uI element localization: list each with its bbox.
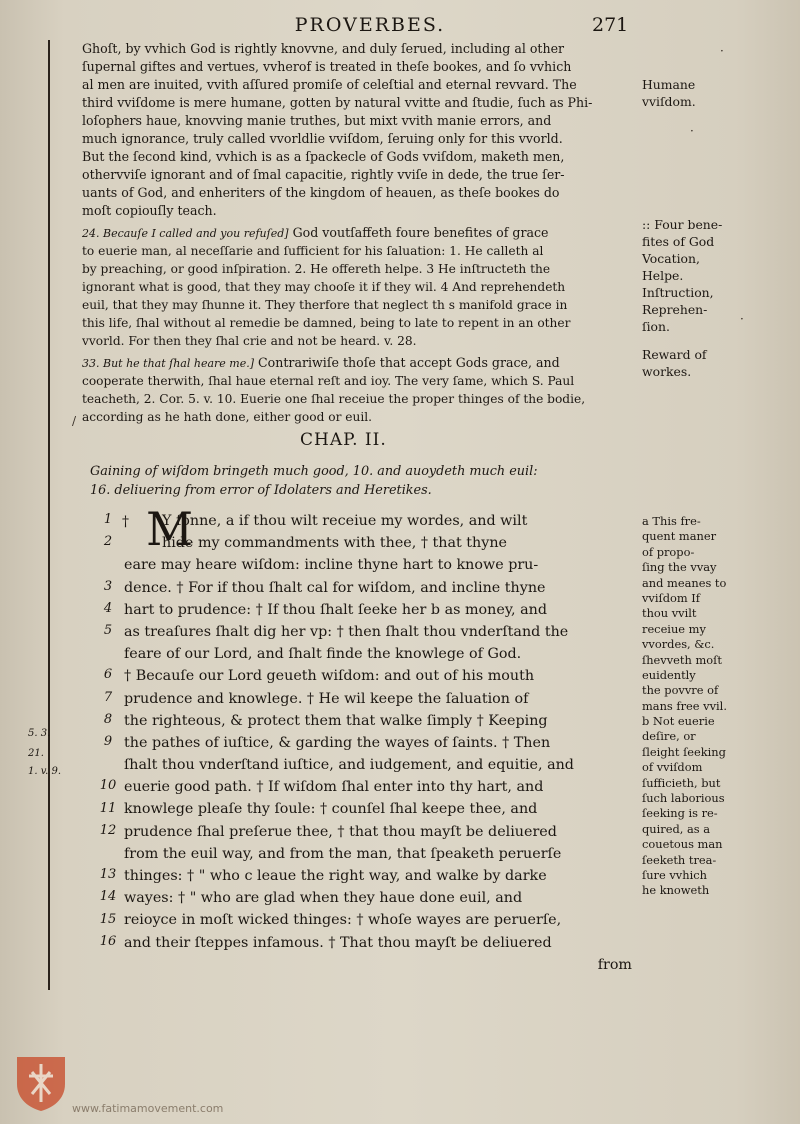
left-reference: 21. [28,748,44,759]
summary-line: Gaining of wiſdom bringeth much good, 10. and auoydeth much euil: [90,464,538,479]
margin-note-line: ſeeking is re- [642,806,718,821]
verse-text [124,510,632,976]
chapter-summary [90,462,630,500]
margin-line: Inſtruction, [642,285,714,300]
note-24-line: God voutſaffeth foure benefites of grace [292,225,549,240]
margin-note-line: vvordes, &c. [642,637,715,652]
note-33-first-line [82,354,634,372]
margin-note-line: deſire, or [642,729,696,744]
stray-mark: · [720,44,724,58]
verse-line: wayes: † " who are glad when they haue done euil, and [124,890,523,907]
verse-line: dence. † For if thou ſhalt cal for wiſdom, and incline thyne [124,579,546,596]
note-33-lemma: 33. But he that ſhal heare me.] [82,357,255,370]
margin-line: Reprehen- [642,302,708,317]
text-line: according as he hath done, either good or euil. [82,410,373,424]
margin-line: fites of God [642,234,715,249]
margin-note-line: ſleight ſeeking [642,744,726,759]
verse-line: from the euil way, and from the man, that ſpeaketh peruerſe [124,845,562,862]
commentary-block [82,40,634,426]
margin-line: workes. [642,364,692,379]
margin-note-line: ſufficieth, but [642,775,721,790]
verse-line: eare may heare wiſdom: incline thyne hart to knowe pru- [124,557,539,574]
summary-line: 16. deliuering from error of Idolaters and Heretikes. [90,483,432,498]
verse-line: feare of our Lord, and ſhalt finde the knowlege of God. [124,646,522,663]
stray-mark: / [72,414,77,428]
text-line: uants of God, and enheriters of the kingdom of heauen, as theſe bookes do [82,185,560,200]
verse-number: 12 [99,822,117,838]
verse-line: reioyce in moſt wicked thinges: † whoſe wayes are peruerſe, [124,912,562,929]
margin-note-line: thou vvilt [642,606,697,621]
margin-note-line: euidently [642,667,696,682]
verse-number: 8 [103,711,113,727]
margin-note-line: vviſdom If [642,590,701,605]
margin-line: ſion. [642,319,670,334]
text-line: this life, ſhal without al remedie be damned, being to late to repent in an other [82,316,571,330]
text-line: But the ſecond kind, vvhich is as a ſpackecle of Gods vviſdom, maketh men, [82,149,565,164]
verse-number: 14 [99,889,117,905]
verse-line: † Becauſe our Lord geueth wiſdom: and out of his mouth [124,668,535,685]
margin-note-line: ſuch laborious [642,791,725,806]
verse-number: 7 [103,689,113,705]
verse-line: from [597,956,632,973]
shield-logo-icon [14,1054,68,1112]
verse-line: ſhalt thou vnderſtand iuſtice, and iudgement, and equitie, and [124,757,574,774]
left-margin-rule [48,40,50,990]
commentary-lines [82,40,634,220]
verse-number: 15 [99,911,117,927]
verse-number: 9 [103,734,113,749]
text-line: vvorld. For then they ſhal crie and not be heard. v. 28. [82,334,417,348]
verse-line: prudence and knowlege. † He wil keepe the ſaluation of [124,690,529,707]
verse-line: euerie good path. † If wiſdom ſhal enter into thy hart, and [124,779,544,796]
left-reference: 1. v. 9. [28,766,62,777]
margin-note-line: a This fre- [642,514,701,528]
stray-mark: · [740,312,744,326]
margin-note-line: and meanes to [642,575,727,590]
left-reference: 5. 3. [28,728,51,739]
margin-note-line: of vviſdom [642,760,703,775]
note-24-lines [82,242,634,350]
text-line: much ignorance, truly called vvorldlie vviſdom, ſeruing only for this vvorld. [82,131,563,146]
margin-note-line: quired, as a [642,821,711,836]
verse-number: 16 [99,933,117,949]
cross-mark: † [122,514,129,530]
margin-note-line: receiue my [642,621,706,636]
text-line: euil, that they may ſhunne it. They therfore that neglect th s manifold grace in [82,298,568,312]
text-line: third vviſdome is mere humane, gotten by natural vvitte and ſtudie, ſuch as Phi- [82,95,593,110]
text-line: teacheth, 2. Cor. 5. v. 10. Euerie one ſhal receiue the proper thinges of the bodie, [82,392,586,406]
verse-number: 2 [103,534,113,550]
margin-note-line: mans free vvil. [642,698,727,713]
text-line: ſupernal giftes and vertues, vvherof is treated in theſe bookes, and ſo vvhich [82,59,572,74]
text-line: cooperate therwith, ſhal haue eternal reſt and ioy. The very ſame, which S. Paul [82,374,575,388]
verse-number: 13 [99,867,117,883]
margin-note-line: he knoweth [642,883,710,898]
verse-number: 6 [103,667,113,683]
text-line: loſophers haue, knovving manie truthes, but mixt vvith manie errors, and [82,113,552,128]
verse-line: thinges: † " who c leaue the right way, and walke by darke [124,868,547,884]
note-33-lines [82,372,634,426]
margin-line: Vocation, [642,251,700,266]
text-line: to euerie man, al neceſſarie and ſufficient for his ſaluation: 1. He calleth al [82,244,544,258]
text-line: othervviſe ignorant and of ſmal capacitie, rightly vviſe in dede, the true ſer- [82,167,565,182]
text-line: by preaching, or good inſpiration. 2. He offereth helpe. 3 He inſtructeth the [82,262,551,276]
running-head: PROVERBES. [294,14,446,36]
margin-note-line: of propo- [642,544,695,559]
margin-note-line: ſure vvhich [642,867,707,882]
note-33-line: Contrariwiſe thoſe that accept Gods grace, and [258,355,560,370]
text-line: moſt copiouſly teach. [82,203,217,218]
margin-note-line: ſing the vvay [642,560,717,575]
verse-number: 1 [103,512,113,527]
verse-number: 4 [103,600,113,616]
verse-line: and their ſteppes infamous. † That thou mayſt be deliuered [124,934,552,951]
text-line: Ghoſt, by vvhich God is rightly knovvne, and duly ſerued, including al other [82,41,565,56]
verse-line: Y ſonne, a if thou wilt receiue my wordes, and wilt [162,513,528,529]
stray-mark: · [690,124,694,138]
verse-line: hart to prudence: † If thou ſhalt ſeeke her b as money, and [124,601,547,618]
margin-line: :: Four bene- [642,217,723,232]
margin-notes [642,514,792,899]
verse-line: hide my commandments with thee, † that thyne [162,535,508,552]
margin-line: Humane [642,77,696,92]
margin-note-line: the povvre of [642,683,719,698]
verse-number: 11 [99,800,117,816]
chapter-heading: CHAP. II. [300,430,387,450]
text-line: ignorant what is good, that they may chooſe it if they wil. 4 And reprehendeth [82,280,566,294]
margin-note-line: ſhevveth moſt [642,652,722,667]
margin-note-line: b Not euerie [642,714,715,729]
drop-cap: M [146,502,194,556]
margin-note-line: couetous man [642,837,723,852]
verse-number: 5 [103,623,113,638]
verse-number: 3 [103,578,113,594]
verse-line: prudence ſhal preſerue thee, † that thou mayſt be deliuered [124,823,557,840]
margin-line: vviſdom. [642,94,696,109]
verse-line: the pathes of iuſtice, & garding the wayes of ſaints. † Then [124,734,551,751]
margin-note-line: ſeeketh trea- [642,852,717,867]
margin-reward [642,346,792,380]
margin-line: Reward of [642,347,707,362]
verse-line: knowlege pleaſe thy ſoule: † counſel ſhal keepe thee, and [124,801,538,818]
note-24-first-line [82,224,634,242]
verse-line: the righteous, & protect them that walke ſimply † Keeping [124,712,548,729]
note-24-lemma: 24. Becauſe I called and you refuſed] [82,227,289,240]
website-link[interactable]: www.fatimamovement.com [72,1102,224,1115]
margin-line: Helpe. [642,268,684,283]
margin-humane-wisdom [642,76,792,110]
text-line: al men are inuited, vvith aſſured promiſe of celeſtial and eternal revvard. The [82,77,577,92]
verse-line: as treaſures ſhalt dig her vp: † then ſhalt thou vnderſtand the [124,623,569,640]
margin-four-benefits [642,216,792,335]
verse-number: 10 [99,778,117,794]
page-number: 271 [592,14,629,36]
margin-note-line: quent maner [642,529,717,544]
